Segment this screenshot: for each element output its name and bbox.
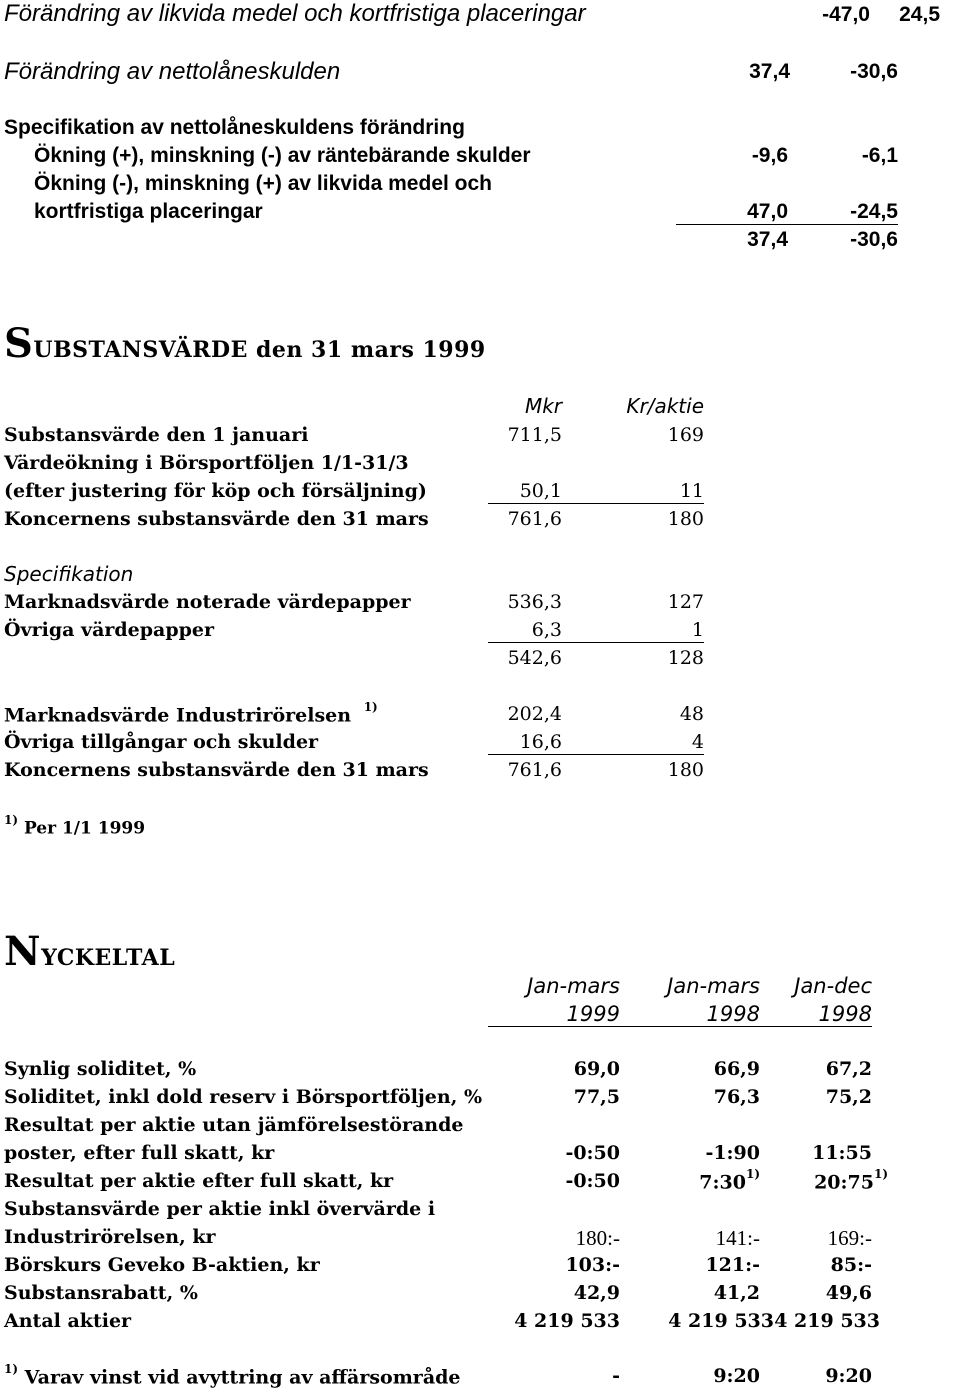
table-row-label: Värdeökning i Börsportföljen 1/1-31/3 (4, 452, 409, 474)
title-rest: YCKELTAL (41, 945, 176, 971)
table-cell: 6,3 (531, 619, 562, 641)
footnote-text: Varav vinst vid avyttring av affärsområde (24, 1366, 461, 1389)
cashflow-row-label: kortfristiga placeringar (34, 200, 263, 223)
table-cell (760, 1167, 888, 1194)
column-header: 1999 (566, 1002, 620, 1026)
table-cell: 542,6 (507, 647, 562, 669)
table-cell: 761,6 (507, 508, 562, 530)
cashflow-row-value: -24,5 (850, 200, 898, 223)
table-cell: 4 (691, 731, 704, 753)
table-cell: 48 (679, 703, 704, 725)
table-row-label: Övriga värdepapper (4, 619, 215, 641)
cashflow-row-value: 24,5 (899, 3, 940, 26)
table-cell: 127 (667, 591, 704, 613)
sum-line (488, 503, 704, 504)
table-cell: 180:- (575, 1226, 620, 1250)
cashflow-total-value: -30,6 (850, 228, 898, 251)
cashflow-row-label: Ökning (+), minskning (-) av räntebärande skulder (34, 144, 531, 167)
footnote-marker: 1) (745, 1167, 760, 1181)
table-row-label: Resultat per aktie efter full skatt, kr (4, 1170, 394, 1192)
table-cell: 180 (667, 508, 704, 530)
table-cell: 121:- (705, 1254, 760, 1276)
table-cell: 128 (667, 647, 704, 669)
table-cell: 76,3 (713, 1086, 760, 1108)
table-row-label: Industrirörelsen, kr (4, 1226, 216, 1248)
section-title (4, 320, 486, 367)
footnote-text: Per 1/1 1999 (23, 818, 146, 839)
cashflow-row-value: -30,6 (850, 60, 898, 83)
table-row-label: Antal aktier (4, 1310, 132, 1332)
cashflow-row-label: Ökning (-), minskning (+) av likvida medel och (34, 172, 493, 195)
footnote-marker: 1) (4, 813, 19, 827)
cashflow-row-label: Förändring av likvida medel och kortfristiga placeringar (4, 0, 586, 27)
title-rest: UBSTANSVÄRDE den 31 mars 1999 (33, 337, 486, 363)
table-cell: 67,2 (825, 1058, 872, 1080)
table-cell: 50,1 (519, 480, 562, 502)
sum-line (488, 754, 704, 755)
cashflow-total-value: 37,4 (747, 228, 788, 251)
table-row-label: Börskurs Geveko B-aktien, kr (4, 1254, 320, 1276)
sum-line (488, 642, 704, 643)
column-header: Jan-mars (527, 974, 620, 998)
table-row-label: Resultat per aktie utan jämförelsestörande (4, 1114, 464, 1136)
title-cap: S (4, 320, 34, 367)
table-row-label: Marknadsvärde noterade värdepapper (4, 591, 411, 613)
footnote-marker: 1) (4, 1362, 19, 1376)
table-row-label: Koncernens substansvärde den 31 mars (4, 508, 429, 530)
footnote (4, 1362, 461, 1389)
table-cell: 169:- (827, 1226, 872, 1250)
table-cell: 4 219 533 (514, 1310, 620, 1332)
cashflow-row-value: -47,0 (822, 3, 870, 26)
table-cell: 11 (679, 480, 704, 502)
table-cell: 41,2 (713, 1282, 760, 1304)
table-row-label: Synlig soliditet, % (4, 1058, 197, 1080)
cashflow-row-value: 47,0 (747, 200, 788, 223)
cashflow-row-label: Förändring av nettolåneskulden (4, 58, 341, 85)
table-row-label: Övriga tillgångar och skulder (4, 731, 319, 753)
table-row-label: Substansrabatt, % (4, 1282, 198, 1304)
table-cell: 66,9 (713, 1058, 760, 1080)
table-row-label: Substansvärde den 1 januari (4, 424, 309, 446)
table-cell: 9:20 (825, 1365, 872, 1387)
sum-line (676, 224, 898, 225)
table-row-label (4, 700, 378, 727)
row-label-text: Marknadsvärde Industrirörelsen (4, 704, 352, 727)
table-row-label: Substansvärde per aktie inkl övervärde i (4, 1198, 436, 1220)
table-cell: 9:20 (713, 1365, 760, 1387)
cell-value: 20:75 (814, 1171, 874, 1194)
footnote-marker: 1) (363, 700, 378, 714)
column-header: 1998 (818, 1002, 872, 1026)
table-cell: 1 (691, 619, 704, 641)
column-header: Kr/aktie (626, 394, 704, 418)
table-cell: 69,0 (573, 1058, 620, 1080)
title-cap: N (4, 928, 42, 975)
footnote (4, 813, 146, 839)
table-cell: 103:- (565, 1254, 620, 1276)
header-rule (488, 1026, 872, 1027)
cashflow-row-value: 37,4 (749, 60, 790, 83)
table-cell: 42,9 (573, 1282, 620, 1304)
section-title (4, 928, 175, 975)
table-cell: -0:50 (565, 1170, 620, 1192)
column-header: Jan-mars (667, 974, 760, 998)
table-cell: -0:50 (565, 1142, 620, 1164)
table-row-label: (efter justering för köp och försäljning) (4, 480, 427, 502)
table-cell: 180 (667, 759, 704, 781)
table-cell: 11:55 (812, 1142, 872, 1164)
table-cell: 141:- (715, 1226, 760, 1250)
table-cell: 77,5 (573, 1086, 620, 1108)
table-cell: 536,3 (507, 591, 562, 613)
spec-label: Specifikation (4, 562, 134, 586)
column-header: 1998 (706, 1002, 760, 1026)
table-cell: 202,4 (507, 703, 562, 725)
column-header: Jan-dec (794, 974, 872, 998)
table-cell: - (612, 1365, 620, 1387)
footnote-marker: 1) (873, 1167, 888, 1181)
cashflow-row-value: -9,6 (751, 144, 788, 167)
table-cell (620, 1167, 760, 1194)
cell-value: 7:30 (699, 1171, 746, 1194)
cashflow-row-value: -6,1 (861, 144, 898, 167)
table-cell: 4 219 533 (668, 1310, 774, 1332)
cashflow-spec-heading: Specifikation av nettolåneskuldens förändring (4, 116, 465, 139)
column-header: Mkr (524, 394, 562, 418)
table-cell: 49,6 (825, 1282, 872, 1304)
table-cell: -1:90 (705, 1142, 760, 1164)
table-cell: 711,5 (507, 424, 562, 446)
table-cell: 85:- (830, 1254, 872, 1276)
table-cell: 75,2 (825, 1086, 872, 1108)
table-row-label: Soliditet, inkl dold reserv i Börsportföljen, % (4, 1086, 482, 1108)
table-row-label: poster, efter full skatt, kr (4, 1142, 275, 1164)
table-cell: 761,6 (507, 759, 562, 781)
table-row-label: Koncernens substansvärde den 31 mars (4, 759, 429, 781)
table-cell: 4 219 533 (774, 1310, 880, 1332)
table-cell: 16,6 (519, 731, 562, 753)
table-cell: 169 (667, 424, 704, 446)
